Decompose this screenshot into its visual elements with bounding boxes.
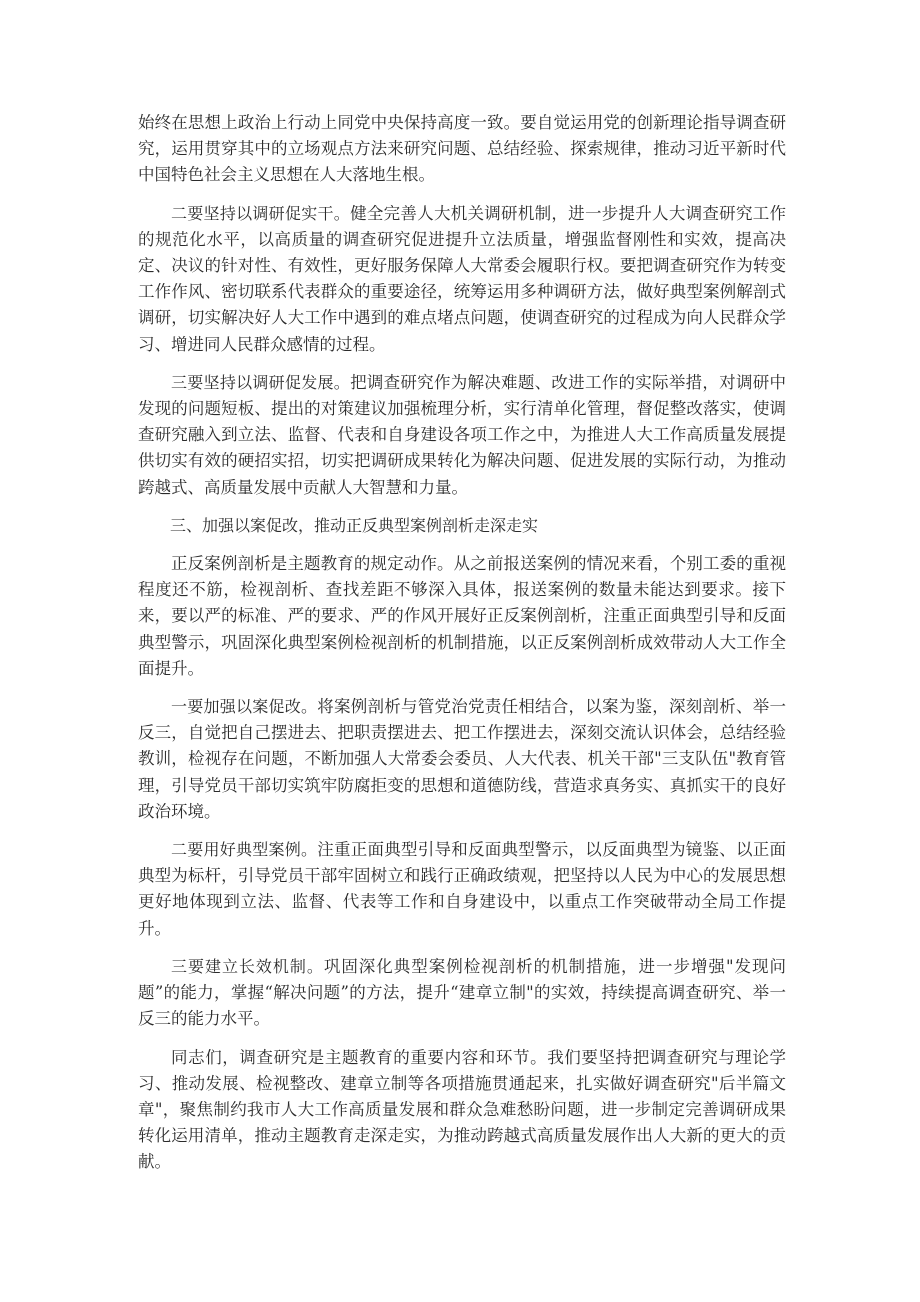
paragraph-point-3 — [138, 370, 786, 501]
paragraph-lead: 一要加强以案促改。 — [171, 697, 318, 717]
paragraph-text: 把调查研究作为解决难题、改进工作的实际举措，对调研中发现的问题短板、提出的对策建议加强梳理分析，实行清单化管理，督促整改落实，使调查研究融入到立法、监督、代表和自身建设各项工作之中，为推进人大工作高质量发展提供切实有效的硬招实招，切实把调研成果转化为解决问题、促进发展的实际行动，为推动跨越式、高质量发展中贡献人大智慧和力量。 — [138, 372, 786, 497]
paragraph-case-1 — [138, 694, 786, 825]
paragraph-text: 始终在思想上政治上行动上同党中央保持高度一致。要自觉运用党的创新理论指导调查研究，运用贯穿其中的立场观点方法来研究问题、总结经验、探索规律，推动习近平新时代中国特色社会主义思想在人大落地生根。 — [138, 113, 786, 185]
paragraph-lead: 三要建立长效机制。 — [171, 956, 324, 976]
paragraph-continuation — [138, 110, 786, 189]
paragraph-closing — [138, 1045, 786, 1176]
document-page — [138, 110, 786, 1188]
section-heading-3: 三、加强以案促改，推动正反典型案例剖析走深走实 — [170, 515, 539, 535]
paragraph-lead: 二要用好典型案例。 — [171, 840, 318, 860]
paragraph-lead: 三要坚持以调研促发展。 — [171, 372, 351, 392]
paragraph-lead: 二要坚持以调研促实干。 — [171, 203, 351, 223]
paragraph-text: 同志们，调查研究是主题教育的重要内容和环节。我们要坚持把调查研究与理论学习、推动发展、检视整改、建章立制等各项措施贯通起来，扎实做好调查研究"后半篇文章"，聚焦制约我市人大工作高质量发展和群众急难愁盼问题，进一步制定完善调研成果转化运用清单，推动主题教育走深走实，为推动跨越式高质量发展作出人大新的更大的贡献。 — [138, 1047, 786, 1172]
paragraph-text: 巩固深化典型案例检视剖析的机制措施，进一步增强"发现问题”的能力，掌握“解决问题”的方法，提升“建章立制"的实效，持续提高调查研究、举一反三的能力水平。 — [138, 956, 786, 1029]
paragraph-text: 将案例剖析与管党治党责任相结合，以案为鉴，深刻剖析、举一反三，自觉把自己摆进去、把职责摆进去、把工作摆进去，深刻交流认识体会，总结经验教训，检视存在问题，不断加强人大常委会委员、人大代表、机关干部"三支队伍"教育管理，引导党员干部切实筑牢防腐拒变的思想和道德防线，营造求真务实、真抓实干的良好政治环境。 — [138, 697, 786, 821]
paragraph-text: 正反案例剖析是主题教育的规定动作。从之前报送案例的情况来看，个别工委的重视程度还不筋，检视剖析、查找差距不够深入具体，报送案例的数量未能达到要求。接下来，要以严的标准、严的要求、严的作风开展好正反案例剖析，注重正面典型引导和反面典型警示，巩固深化典型案例检视剖析的机制措施，以正反案例剖析成效带动人大工作全面提升。 — [138, 554, 786, 678]
paragraph-case-3 — [138, 954, 786, 1033]
paragraph-intro — [138, 551, 786, 682]
paragraph-text: 注重正面典型引导和反面典型警示，以反面典型为镜鉴、以正面典型为标杆，引导党员干部牢固树立和践行正确政绩观，把坚持以人民为中心的发展思想更好地体现到立法、监督、代表等工作和自身建设中，以重点工作突破带动全局工作提升。 — [138, 840, 786, 938]
paragraph-case-2 — [138, 837, 786, 942]
paragraph-point-2 — [138, 201, 786, 358]
paragraph-text: 健全完善人大机关调研机制，进一步提升人大调查研究工作的规范化水平，以高质量的调查研究促进提升立法质量，增强监督刚性和实效，提高决定、决议的针对性、有效性，更好服务保障人大常委会履职行权。要把调查研究作为转变工作作风、密切联系代表群众的重要途径，统筹运用多种调研方法，做好典型案例解剖式调研，切实解决好人大工作中遇到的难点堵点问题，使调查研究的过程成为向人民群众学习、增进同人民群众感情的过程。 — [138, 203, 786, 354]
